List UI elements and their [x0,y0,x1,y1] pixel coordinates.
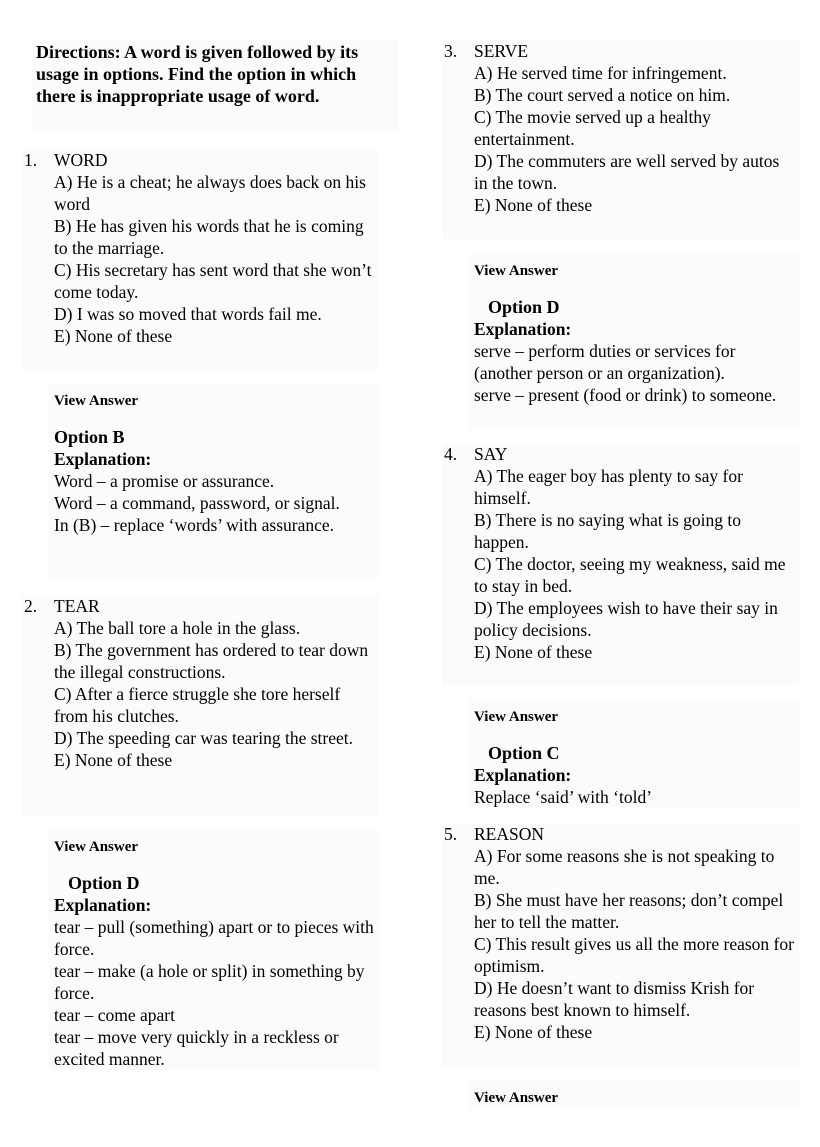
option-a: A) He served time for infringement. [474,63,727,83]
explanation-line: Word – a command, password, or signal. [54,493,340,513]
view-answer-link[interactable]: View Answer [474,709,559,725]
explanation-line: tear – move very quickly in a reckless or excited manner. [54,1027,339,1069]
option-c: C) The doctor, seeing my weakness, said me to stay in bed. [474,554,786,596]
question-heading [24,149,374,171]
question-3 [442,40,799,239]
directions-text: Directions: A word is given followed by its usage in options. Find the option in which there is inappropriate usage of word. [36,42,359,106]
answer-box-4 [469,700,799,807]
option-d: D) The commuters are well served by autos in the town. [474,151,780,193]
option-c: C) His secretary has sent word that she won’t come today. [54,260,372,302]
option-b: B) The court served a notice on him. [474,85,731,105]
question-word: WORD [54,150,108,170]
option-d: D) The employees wish to have their say in policy decisions. [474,598,778,640]
question-number: 1. [24,150,38,170]
explanation-line: tear – make (a hole or split) in something by force. [54,961,365,1003]
question-4 [442,443,799,686]
option-c: C) The movie served up a healthy entertainment. [474,107,711,149]
answer-option: Option C [488,743,560,763]
question-1 [22,149,378,370]
option-e: E) None of these [474,1022,593,1042]
option-b: B) She must have her reasons; don’t compel her to tell the matter. [474,890,784,932]
option-b: B) There is no saying what is going to happen. [474,510,742,552]
explanation-label: Explanation: [474,765,572,785]
explanation-line: serve – present (food or drink) to someone. [474,385,777,405]
question-5 [442,823,799,1066]
option-c: C) This result gives us all the more reason for optimism. [474,934,794,976]
question-number: 3. [444,41,458,61]
option-a: A) The ball tore a hole in the glass. [54,618,301,638]
option-e: E) None of these [54,750,173,770]
explanation-line: In (B) – replace ‘words’ with assurance. [54,515,335,535]
answer-option: Option D [488,297,560,317]
option-b: B) He has given his words that he is coming to the marriage. [54,216,364,258]
option-d: D) The speeding car was tearing the street. [54,728,354,748]
option-d: D) I was so moved that words fail me. [54,304,322,324]
explanation-line: Word – a promise or assurance. [54,471,275,491]
question-heading [24,595,376,617]
explanation-line: tear – come apart [54,1005,175,1025]
option-a: A) The eager boy has plenty to say for himself. [474,466,743,508]
option-c: C) After a fierce struggle she tore herself from his clutches. [54,684,341,726]
question-heading [444,823,796,845]
explanation-line: tear – pull (something) apart or to pieces with force. [54,917,374,959]
view-answer-link[interactable]: View Answer [474,1090,559,1106]
question-heading [444,443,796,465]
question-word: TEAR [54,596,100,616]
question-heading [444,40,796,62]
question-number: 5. [444,824,458,844]
answer-box-2 [49,830,379,1070]
answer-box-5 [469,1081,799,1109]
explanation-label: Explanation: [474,319,572,339]
option-d: D) He doesn’t want to dismiss Krish for reasons best known to himself. [474,978,755,1020]
explanation-label: Explanation: [54,895,152,915]
option-e: E) None of these [474,642,593,662]
question-number: 2. [24,596,38,616]
answer-option: Option B [54,427,125,447]
option-a: A) He is a cheat; he always does back on his word [54,172,366,214]
question-word: REASON [474,824,545,844]
question-word: SAY [474,444,508,464]
explanation-line: Replace ‘said’ with ‘told’ [474,787,653,807]
option-b: B) The government has ordered to tear down the illegal constructions. [54,640,369,682]
directions-box [32,40,398,130]
question-2 [22,595,378,816]
question-word: SERVE [474,41,529,61]
view-answer-link[interactable]: View Answer [54,839,139,855]
answer-box-1 [49,384,379,579]
answer-option: Option D [68,873,140,893]
option-e: E) None of these [54,326,173,346]
explanation-label: Explanation: [54,449,152,469]
question-number: 4. [444,444,458,464]
option-e: E) None of these [474,195,593,215]
view-answer-link[interactable]: View Answer [54,393,139,409]
answer-box-3 [469,254,799,428]
option-a: A) For some reasons she is not speaking to me. [474,846,775,888]
view-answer-link[interactable]: View Answer [474,263,559,279]
explanation-line: serve – perform duties or services for (another person or an organization). [474,341,736,383]
